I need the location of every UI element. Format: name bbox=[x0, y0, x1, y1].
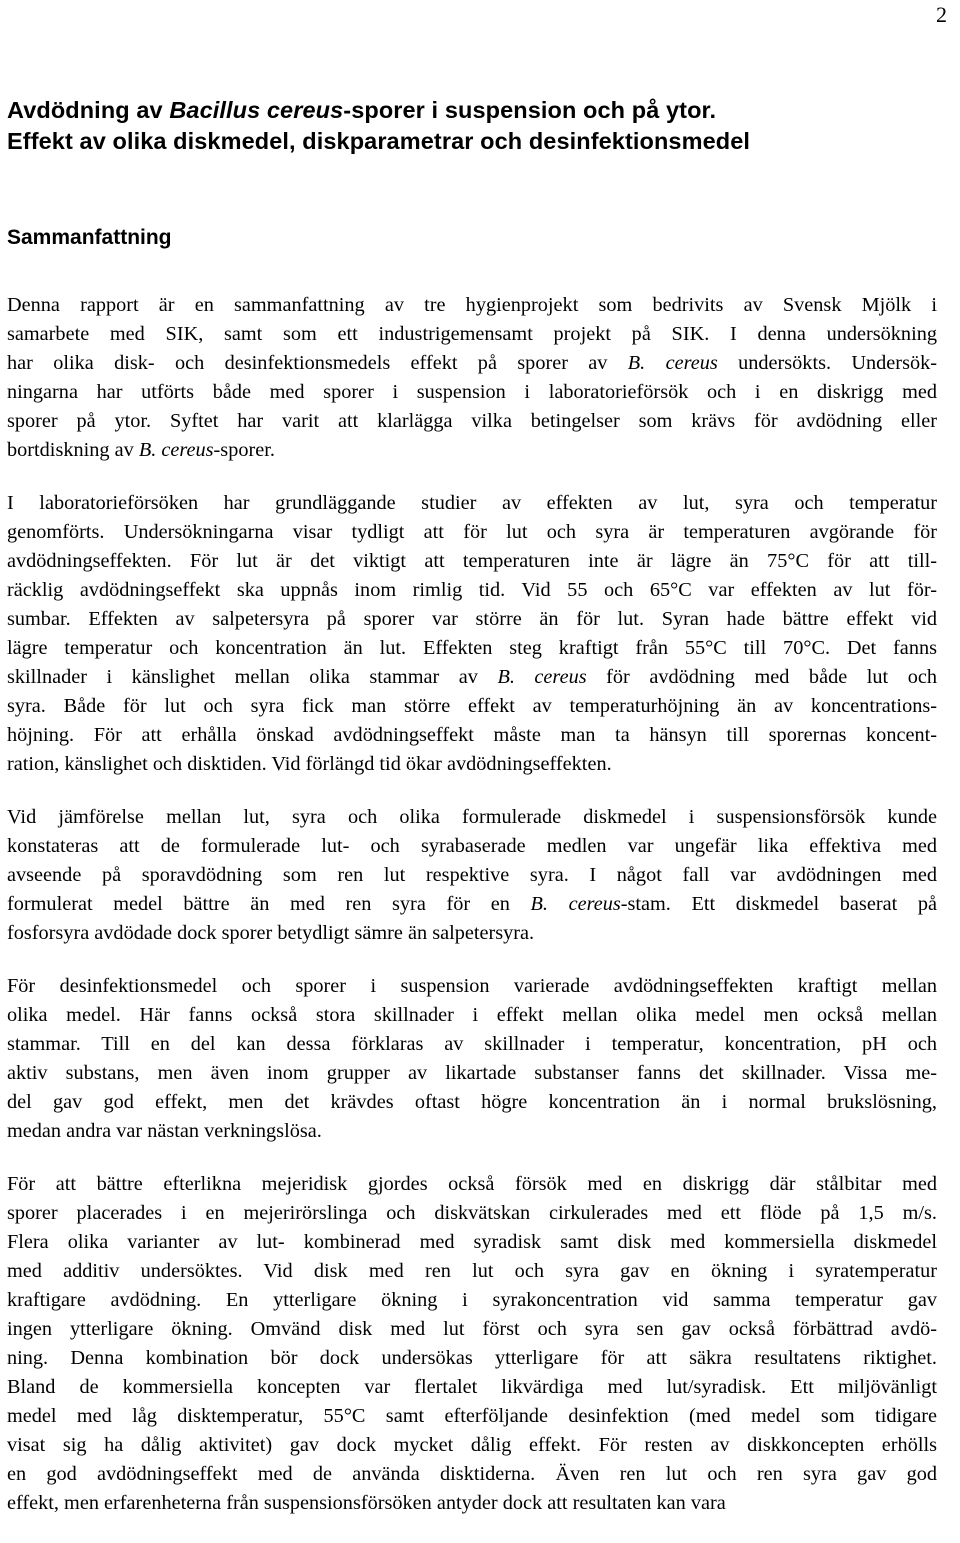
text-line: avdödningseffekten. För lut är det viktigt att temperaturen inte är lägre än 75°C för att till- bbox=[7, 550, 937, 572]
document-title bbox=[7, 95, 937, 157]
text-line: syra. Både för lut och syra fick man större effekt av temperaturhöjning än av koncentrations- bbox=[7, 695, 937, 717]
paragraph-4 bbox=[7, 972, 937, 1146]
text-line: effekt, men erfarenheterna från suspensionsförsöken antyder dock att resultaten kan vara bbox=[7, 1492, 726, 1514]
text-line: visat sig ha dålig aktivitet) gav dock mycket dålig effekt. För resten av diskkoncepten erhölls bbox=[7, 1434, 937, 1456]
text-line: bortdiskning av B. cereus-sporer. bbox=[7, 439, 275, 461]
text-line: ingen ytterligare ökning. Omvänd disk med lut först och syra sen gav också förbättrad avdö- bbox=[7, 1318, 937, 1340]
text-line: I laboratorieförsöken har grundläggande studier av effekten av lut, syra och temperatur bbox=[7, 492, 937, 514]
section-heading: Sammanfattning bbox=[7, 226, 172, 249]
text-line: fosforsyra avdödade dock sporer betydligt sämre än salpetersyra. bbox=[7, 922, 535, 944]
text-line: medan andra var nästan verkningslösa. bbox=[7, 1120, 322, 1142]
body-text bbox=[7, 291, 937, 1518]
text-line: sporer på ytor. Syftet har varit att klarlägga vilka betingelser som krävs för avdödning eller bbox=[7, 410, 937, 432]
text-line: ration, känslighet och disktiden. Vid förlängd tid ökar avdödningseffekten. bbox=[7, 753, 612, 775]
text-line: höjning. För att erhålla önskad avdödningseffekt måste man ta hänsyn till sporernas koncent- bbox=[7, 724, 937, 746]
text-line: en god avdödningseffekt med de använda disktiderna. Även ren lut och ren syra gav god bbox=[7, 1463, 937, 1485]
text-line: sporer placerades i en mejerirörslinga och diskvätskan cirkulerades med ett flöde på 1,5 m/s. bbox=[7, 1202, 937, 1224]
text-line: Flera olika varianter av lut- kombinerad med syradisk samt disk med kommersiella diskmedel bbox=[7, 1231, 937, 1253]
text-line: lägre temperatur och koncentration än lut. Effekten steg kraftigt från 55°C till 70°C. Det fanns bbox=[7, 637, 937, 659]
text-line: konstateras att de formulerade lut- och syrabaserade medlen var ungefär lika effektiva med bbox=[7, 835, 937, 857]
paragraph-1 bbox=[7, 291, 937, 465]
title-line1-post: -sporer i suspension och på ytor. bbox=[343, 97, 717, 123]
text-line: genomförts. Undersökningarna visar tydligt att för lut och syra är temperaturen avgörande för bbox=[7, 521, 937, 543]
text-line: sumbar. Effekten av salpetersyra på sporer var större än för lut. Syran hade bättre effekt vid bbox=[7, 608, 937, 630]
text-line: ning. Denna kombination bör dock undersökas ytterligare för att säkra resultatens riktighet. bbox=[7, 1347, 937, 1369]
text-line: stammar. Till en del kan dessa förklaras av skillnader i temperatur, koncentration, pH och bbox=[7, 1033, 937, 1055]
paragraph-3 bbox=[7, 803, 937, 948]
page-number: 2 bbox=[936, 2, 947, 27]
text-line: har olika disk- och desinfektionsmedels effekt på sporer av B. cereus undersökts. Undersök- bbox=[7, 352, 937, 374]
text-line: ningarna har utförts både med sporer i suspension i laboratorieförsök och i en diskrigg med bbox=[7, 381, 937, 403]
text-line: aktiv substans, men även inom grupper av likartade substanser fanns det skillnader. Vissa me- bbox=[7, 1062, 937, 1084]
text-line: Denna rapport är en sammanfattning av tre hygienprojekt som bedrivits av Svensk Mjölk i bbox=[7, 294, 937, 316]
text-line: För desinfektionsmedel och sporer i suspension varierade avdödningseffekten kraftigt mellan bbox=[7, 975, 937, 997]
paragraph-5 bbox=[7, 1170, 937, 1518]
text-line: olika medel. Här fanns också stora skillnader i effekt mellan olika medel men också mellan bbox=[7, 1004, 937, 1026]
title-line2: Effekt av olika diskmedel, diskparametrar och desinfektionsmedel bbox=[7, 128, 751, 154]
title-species: Bacillus cereus bbox=[169, 97, 344, 123]
text-line: Vid jämförelse mellan lut, syra och olika formulerade diskmedel i suspensionsförsök kunde bbox=[7, 806, 937, 828]
text-line: skillnader i känslighet mellan olika stammar av B. cereus för avdödning med både lut och bbox=[7, 666, 937, 688]
text-line: avseende på sporavdödning som ren lut respektive syra. I något fall var avdödningen med bbox=[7, 864, 937, 886]
text-line: Bland de kommersiella koncepten var flertalet likvärdiga med lut/syradisk. Ett miljövänligt bbox=[7, 1376, 937, 1398]
text-line: del gav god effekt, men det krävdes oftast högre koncentration än i normal brukslösning, bbox=[7, 1091, 937, 1113]
title-line1-pre: Avdödning av bbox=[7, 97, 170, 123]
text-line: samarbete med SIK, samt som ett industrigemensamt projekt på SIK. I denna undersökning bbox=[7, 323, 937, 345]
text-line: formulerat medel bättre än med ren syra för en B. cereus-stam. Ett diskmedel baserat på bbox=[7, 893, 937, 915]
paragraph-2 bbox=[7, 489, 937, 779]
text-line: medel med låg disktemperatur, 55°C samt efterföljande desinfektion (med medel som tidigare bbox=[7, 1405, 937, 1427]
text-line: kraftigare avdödning. En ytterligare ökning i syrakoncentration vid samma temperatur gav bbox=[7, 1289, 937, 1311]
document-body bbox=[7, 95, 937, 1514]
text-line: För att bättre efterlikna mejeridisk gjordes också försök med en diskrigg där stålbitar med bbox=[7, 1173, 937, 1195]
text-line: räcklig avdödningseffekt ska uppnås inom rimlig tid. Vid 55 och 65°C var effekten av lut för- bbox=[7, 579, 937, 601]
text-line: med additiv undersöktes. Vid disk med ren lut och syra gav en ökning i syratemperatur bbox=[7, 1260, 937, 1282]
